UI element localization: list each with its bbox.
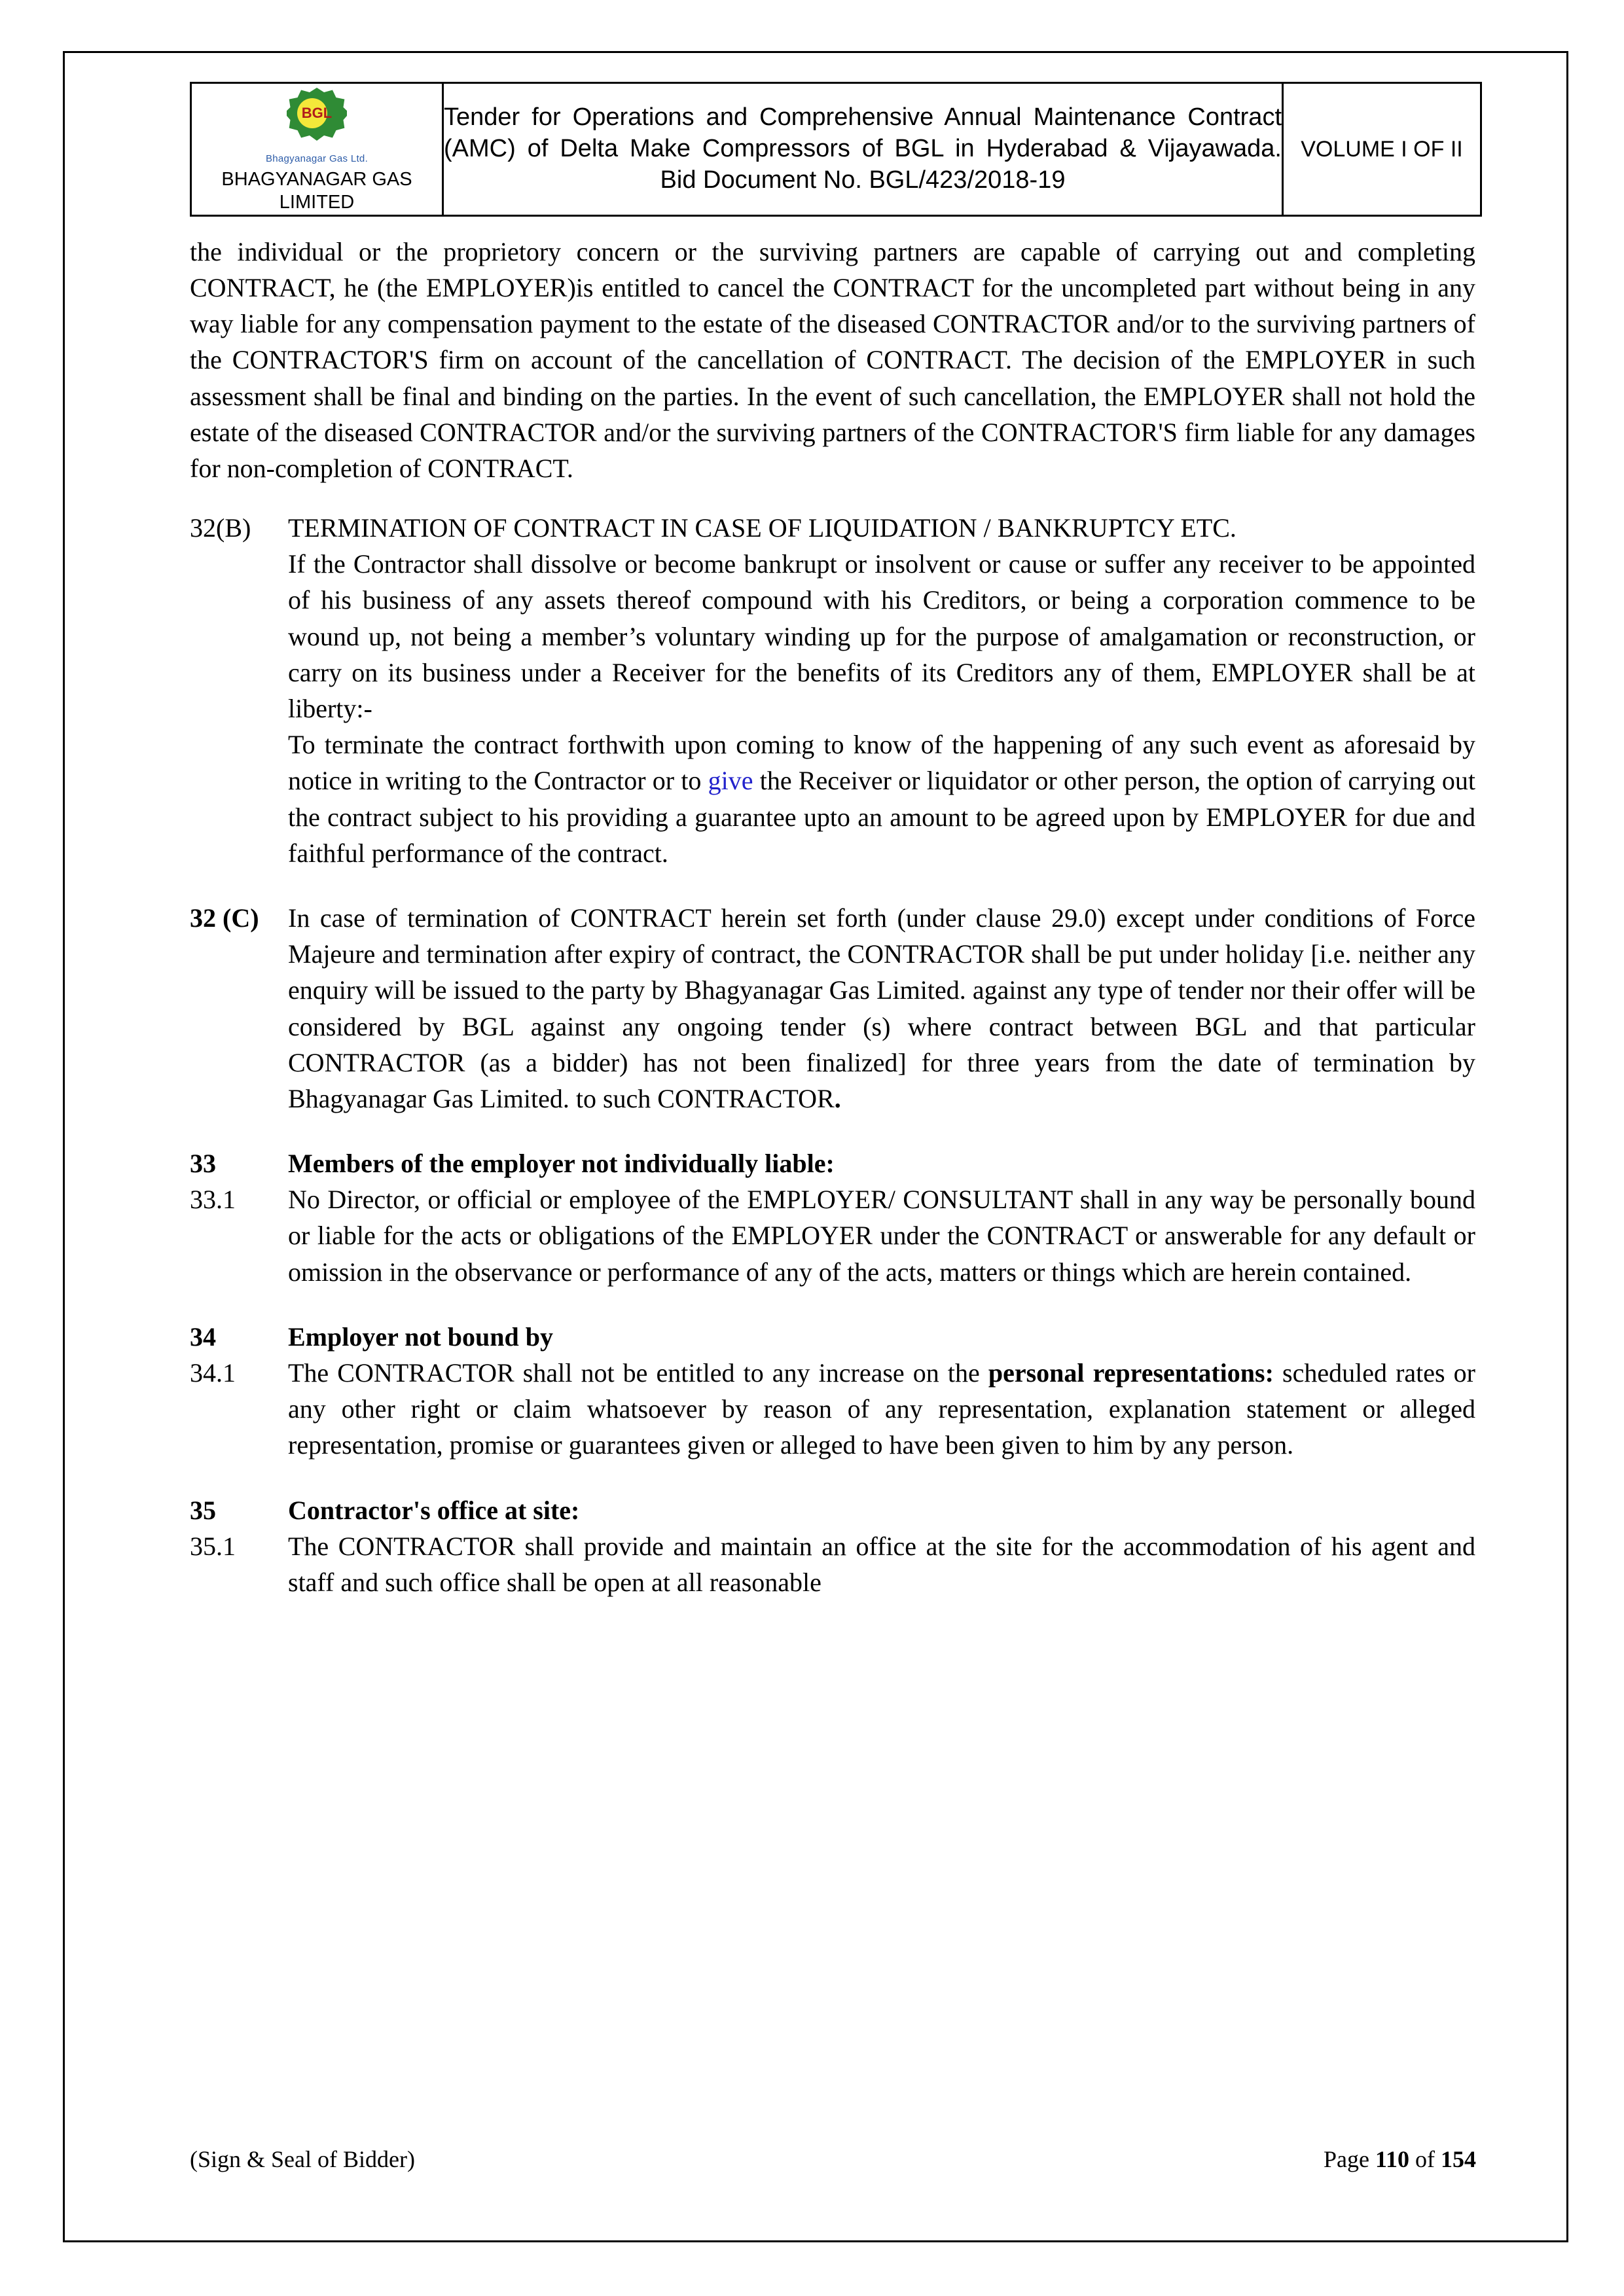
clause-33-1-text: No Director, or official or employee of the EMPLOYER/ CONSULTANT shall in any way be personally bound or liable for the acts or obligations of the EMPLOYER under the CONTRACT or answerable for any default or omission in the observance or performance of any of the acts, matters or things which are herein contained. <box>288 1185 1475 1287</box>
footer-page-info <box>1324 2145 1476 2173</box>
clause-32b-para2-after: the Receiver or liquidator or other person, the option of carrying out the contract subject to his providing a guarantee upto an amount to be agreed upon by EMPLOYER for due and faithful performance of the contract. <box>288 766 1475 868</box>
clause-33-title-wrap <box>288 1145 1475 1181</box>
document-header-table <box>190 82 1482 217</box>
clause-35-title-wrap <box>288 1492 1475 1528</box>
header-logo-cell <box>191 83 443 216</box>
company-name: BHAGYANAGAR GAS LIMITED <box>221 169 412 213</box>
clause-34-title-row <box>190 1319 1475 1355</box>
clause-34-number: 34 <box>190 1321 216 1352</box>
clause-32b-para2-before: To terminate the contract forthwith upon coming to know of the happening of any such event as aforesaid by notice in writing to the Contractor or to <box>288 730 1475 796</box>
clause-35-1-text: The CONTRACTOR shall provide and maintain an office at the site for the accommodation of his agent and staff and such office shall be open at all reasonable <box>288 1531 1475 1597</box>
clause-34-title: Employer not bound by <box>288 1321 553 1352</box>
bid-document-number: Bid Document No. BGL/423/2018-19 <box>660 166 1066 194</box>
clause-32b-para2 <box>288 726 1475 871</box>
clause-33-1-body <box>288 1181 1475 1290</box>
clause-35-number: 35 <box>190 1495 216 1525</box>
clause-34-1-part2: scheduled rates or any other right or claim whatsoever by reason of any representation, explanation statement or alleged representation, promise or guarantees given or alleged to have been given to him by any person. <box>288 1358 1475 1460</box>
clause-34-1-row <box>190 1355 1475 1463</box>
clause-33-title-row <box>190 1145 1475 1181</box>
clause-32c-trailing: . <box>834 1083 841 1113</box>
logo-subtext: Bhagyanagar Gas Ltd. <box>265 153 369 164</box>
page-footer <box>190 2145 1476 2173</box>
clause-32c-main: In case of termination of CONTRACT herein set forth (under clause 29.0) except under conditions of Force Majeure and termination after expiry of contract, the CONTRACTOR shall be put under holiday [i.e. neither any enquiry will be issued to the party by Bhagyanagar Gas Limited. against any type of tender nor their offer will be considered by BGL against any ongoing tender (s) where contract between BGL and that particular CONTRACTOR (as a bidder) has not been finalized] for three years from the date of termination by Bhagyanagar Gas Limited. to such CONTRACTOR <box>288 903 1475 1113</box>
clause-35-title-row <box>190 1492 1475 1528</box>
clause-34-1-body <box>288 1355 1475 1463</box>
footer-page-number: 110 <box>1375 2146 1409 2172</box>
clause-35-1-body <box>288 1528 1475 1600</box>
clause-32c-number: 32 (C) <box>190 903 259 933</box>
header-volume-cell <box>1283 83 1481 216</box>
footer-sign-seal: (Sign & Seal of Bidder) <box>190 2146 415 2172</box>
clause-32b-heading: TERMINATION OF CONTRACT IN CASE OF LIQUIDATION / BANKRUPTCY ETC. <box>288 513 1236 543</box>
clause-35-1-row <box>190 1528 1475 1600</box>
clause-32b-number: 32(B) <box>190 513 251 543</box>
clause-32c <box>190 900 1475 1117</box>
clause-33-title: Members of the employer not individually liable: <box>288 1149 835 1179</box>
clause-34-1-text <box>288 1355 1475 1463</box>
clause-34-1-part1: The CONTRACTOR shall not be entitled to any increase on the <box>288 1358 988 1388</box>
footer-total-pages: 154 <box>1441 2146 1476 2172</box>
header-title-cell <box>443 83 1283 216</box>
clause-34-title-wrap <box>288 1319 1475 1355</box>
clause-32c-text <box>288 900 1475 1117</box>
clause-33-1-row <box>190 1181 1475 1290</box>
clause-32b-highlight-word: give <box>708 766 753 796</box>
clause-32c-body <box>288 900 1475 1117</box>
intro-paragraph: the individual or the proprietory concern or the surviving partners are capable of carrying out and completing CONTRACT, he (the EMPLOYER)is entitled to cancel the CONTRACT for the uncompleted part without being in any way liable for any compensation payment to the estate of the diseased CONTRACTOR and/or to the surviving partners of the CONTRACTOR'S firm on account of the cancellation of CONTRACT. The decision of the EMPLOYER in such assessment shall be final and binding on the parties. In the event of such cancellation, the EMPLOYER shall not hold the estate of the diseased CONTRACTOR and/or the surviving partners of the CONTRACTOR'S firm liable for any damages for non-completion of CONTRACT. <box>190 236 1475 483</box>
clause-33-1-number: 33.1 <box>190 1185 236 1215</box>
clause-34-1-number: 34.1 <box>190 1358 236 1388</box>
clause-35-title: Contractor's office at site: <box>288 1495 580 1525</box>
volume-label: VOLUME I OF II <box>1301 136 1463 162</box>
clause-35-1-number: 35.1 <box>190 1531 236 1561</box>
clause-32b <box>190 510 1475 871</box>
clause-32b-para1: If the Contractor shall dissolve or become bankrupt or insolvent or cause or suffer any receiver to be appointed of his business of any assets thereof compound with his Creditors, or being a corporation commence to be wound up, not being a member’s voluntary winding up for the purpose of amalgamation or reconstruction, or carry on its business under a Receiver for the benefits of its Creditors any of them, EMPLOYER shall be at liberty:- <box>288 549 1475 723</box>
tender-title: Tender for Operations and Comprehensive Annual Maintenance Contract (AMC) of Delta Make Compressors of BGL in Hyderabad & Vijayawada. <box>444 103 1282 162</box>
clause-32b-body <box>288 510 1475 871</box>
footer-of-label: of <box>1409 2146 1441 2172</box>
gear-icon <box>283 85 351 148</box>
footer-page-label: Page <box>1324 2146 1375 2172</box>
page-content <box>190 82 1475 1600</box>
clause-33-number: 33 <box>190 1149 216 1179</box>
clause-34-1-bold: personal representations: <box>988 1358 1274 1388</box>
bgl-logo-icon <box>278 84 356 152</box>
document-body <box>190 234 1475 1600</box>
